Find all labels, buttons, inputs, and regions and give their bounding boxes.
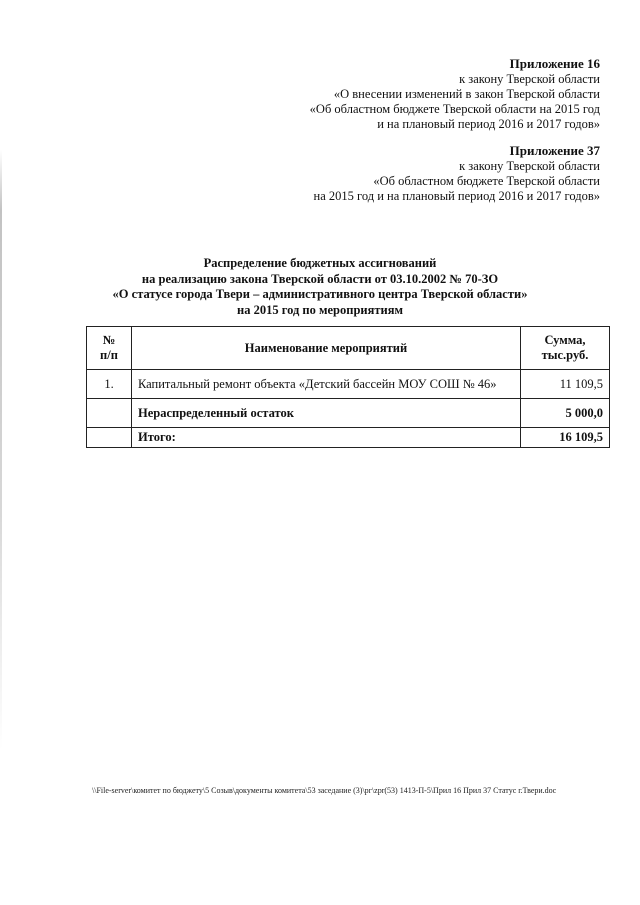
header-number-line2: п/п bbox=[100, 348, 118, 362]
file-path-footer: \\File-server\комитет по бюджету\5 Созыв\документы комитета\53 заседание (3)\рг\zpr(53) 1413-П-5\Прил 16 Прил 37 Статус г.Твери.doc bbox=[92, 786, 557, 795]
row-sum: 11 109,5 bbox=[521, 370, 610, 399]
row-number: 1. bbox=[87, 370, 132, 399]
annex-16-line: «О внесении изменений в закон Тверской области bbox=[333, 87, 600, 101]
table-row bbox=[87, 399, 610, 428]
row-number bbox=[87, 399, 132, 428]
annex-37-line: к закону Тверской области bbox=[459, 159, 600, 173]
title-line: «О статусе города Твери – административного центра Тверской области» bbox=[112, 287, 528, 301]
annex-37-heading: Приложение 37 bbox=[509, 143, 600, 158]
header-sum bbox=[521, 327, 610, 370]
annex-16-heading: Приложение 16 bbox=[509, 56, 600, 71]
header-number-line1: № bbox=[102, 333, 116, 347]
row-name: Итого: bbox=[132, 428, 521, 448]
header-sum-line2: тыс.руб. bbox=[541, 348, 589, 362]
table-row bbox=[87, 370, 610, 399]
annex-37-block bbox=[314, 142, 600, 204]
allocation-table bbox=[86, 326, 610, 448]
header-sum-line1: Сумма, bbox=[544, 333, 586, 347]
title-line: на реализацию закона Тверской области от 03.10.2002 № 70-ЗО bbox=[141, 271, 499, 286]
scan-edge-mark bbox=[0, 150, 2, 750]
table-total-row bbox=[87, 428, 610, 448]
annex-16-line: к закону Тверской области bbox=[459, 72, 600, 86]
annex-37-line: «Об областном бюджете Тверской области bbox=[373, 174, 600, 188]
annex-16-line: и на плановый период 2016 и 2017 годов» bbox=[377, 117, 600, 131]
header-number bbox=[87, 327, 132, 370]
title-line: на 2015 год по мероприятиям bbox=[237, 302, 403, 317]
row-sum: 5 000,0 bbox=[521, 399, 610, 428]
annex-16-block bbox=[310, 55, 600, 132]
row-name: Капитальный ремонт объекта «Детский бассейн МОУ СОШ № 46» bbox=[132, 370, 521, 399]
document-title bbox=[0, 256, 640, 318]
title-line: Распределение бюджетных ассигнований bbox=[203, 256, 437, 270]
row-number bbox=[87, 428, 132, 448]
annex-16-line: «Об областном бюджете Тверской области на 2015 год bbox=[309, 102, 600, 116]
table-header-row bbox=[87, 327, 610, 370]
header-name: Наименование мероприятий bbox=[132, 327, 521, 370]
row-name: Нераспределенный остаток bbox=[132, 399, 521, 428]
annex-37-line: на 2015 год и на плановый период 2016 и 2017 годов» bbox=[313, 189, 600, 203]
row-sum: 16 109,5 bbox=[521, 428, 610, 448]
